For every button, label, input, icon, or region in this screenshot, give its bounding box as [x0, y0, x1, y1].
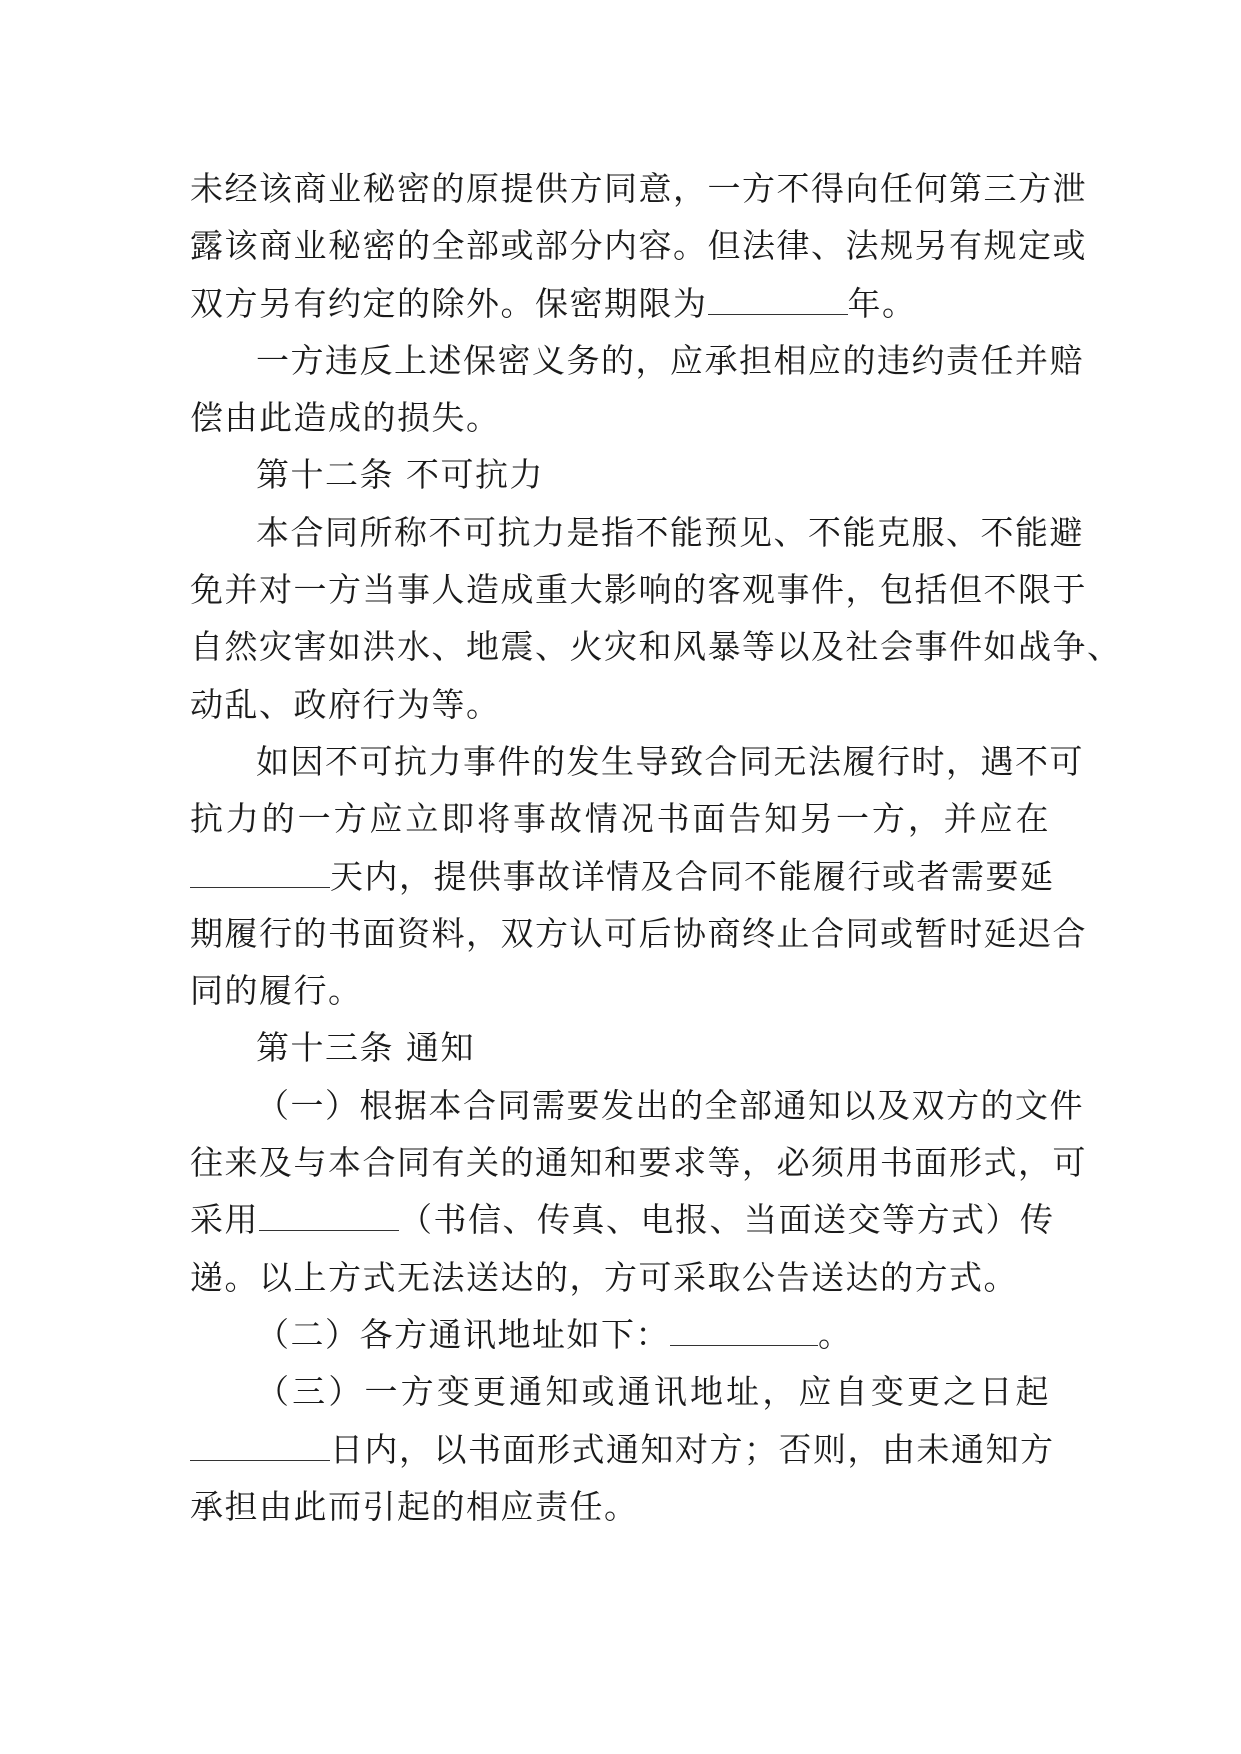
- article-13-heading: 第十三条 通知: [256, 1028, 475, 1068]
- text-line: 抗力的一方应立即将事故情况书面告知另一方，并应在: [190, 799, 1050, 839]
- text-line: 如因不可抗力事件的发生导致合同无法履行时，遇不可: [256, 741, 1084, 781]
- text-line: [190, 1191, 1055, 1248]
- text-segment: 双方另有约定的除外。保密期限为: [190, 283, 708, 323]
- text-line: 承担由此而引起的相应责任。: [190, 1486, 639, 1526]
- text-segment: 天内，提供事故详情及合同不能履行或者需要延: [330, 856, 1055, 896]
- text-line: （一）根据本合同需要发出的全部通知以及双方的文件: [256, 1085, 1084, 1125]
- text-line: （三）一方变更通知或通讯地址，应自变更之日起: [256, 1372, 1050, 1412]
- text-line: 自然灾害如洪水、地震、火灾和风暴等以及社会事件如战争、: [190, 627, 1122, 667]
- text-line: 同的履行。: [190, 971, 363, 1011]
- text-line: [190, 848, 1055, 905]
- text-segment: 。: [818, 1314, 853, 1354]
- text-line: 往来及与本合同有关的通知和要求等，必须用书面形式，可: [190, 1143, 1087, 1183]
- text-line: 偿由此造成的损失。: [190, 398, 501, 438]
- text-line: [190, 1421, 1055, 1478]
- text-segment: （书信、传真、电报、当面送交等方式）传: [399, 1200, 1055, 1240]
- change-notice-days-blank: [190, 1430, 330, 1461]
- address-blank: [670, 1315, 818, 1346]
- text-line: 动乱、政府行为等。: [190, 684, 501, 724]
- text-segment: （二）各方通讯地址如下：: [256, 1314, 670, 1354]
- delivery-method-blank: [259, 1201, 399, 1232]
- text-segment: 采用: [190, 1200, 259, 1240]
- text-segment: 日内，以书面形式通知对方；否则，由未通知方: [330, 1429, 1055, 1469]
- text-line: [190, 275, 1050, 332]
- text-line: 递。以上方式无法送达的，方可采取公告送达的方式。: [190, 1257, 1018, 1297]
- confidentiality-years-blank: [708, 284, 848, 315]
- text-line: 露该商业秘密的全部或部分内容。但法律、法规另有规定或: [190, 226, 1087, 266]
- text-line: 一方违反上述保密义务的，应承担相应的违约责任并赔: [256, 340, 1084, 380]
- text-line: 本合同所称不可抗力是指不能预见、不能克服、不能避: [256, 512, 1084, 552]
- contract-page: [190, 160, 1122, 1535]
- text-line: 未经该商业秘密的原提供方同意，一方不得向任何第三方泄: [190, 169, 1087, 208]
- notice-days-blank: [190, 857, 330, 888]
- text-segment: 年。: [847, 283, 917, 323]
- text-line: 期履行的书面资料，双方认可后协商终止合同或暂时延迟合: [190, 913, 1087, 953]
- article-12-heading: 第十二条 不可抗力: [256, 455, 544, 495]
- text-line: 免并对一方当事人造成重大影响的客观事件，包括但不限于: [190, 570, 1087, 610]
- text-line: [190, 1306, 1050, 1363]
